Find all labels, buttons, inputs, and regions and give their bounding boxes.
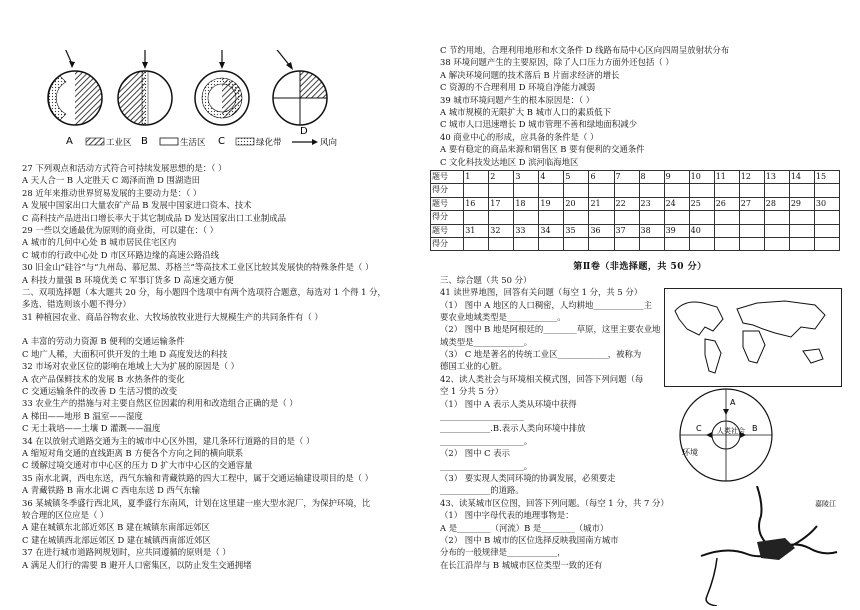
left-lines-line: 32 市场对农业区位的影响在地域上大为扩展的原因是（ ） (22, 361, 239, 372)
left-lines-line: C 无土栽培——土壤 D 灌溉——温度 (22, 423, 161, 434)
score-cell[interactable] (514, 211, 539, 224)
score-cell[interactable] (589, 237, 614, 250)
left-lines-line: 30 旧金山“硅谷”与“九州岛、慕尼黑、苏格兰”等高技术工业区比较其发展快的特殊条件是（ ） (22, 262, 374, 273)
circle-a (48, 50, 102, 125)
right-top-lines-line: C 城市人口迅速增长 D 城市管理不善和绿地面积减少 (440, 119, 637, 130)
score-table (430, 170, 840, 251)
score-cell: 36 (589, 224, 614, 237)
right-top-lines-line: 40 商业中心的形成，应具备的条件是（ ） (440, 131, 599, 142)
score-cell: 18 (514, 197, 539, 210)
right-bottom-lines-line: ____________________。 (440, 460, 533, 471)
score-row-head: 得分 (431, 237, 464, 250)
left-lines-line: 31 种植园农业、商品谷物农业、大牧场放牧业进行大规模生产的共同条件有（ ） (22, 311, 323, 322)
score-cell[interactable] (539, 237, 564, 250)
left-lines-line: A 建在城镇东北部近郊区 B 建在城镇东南部远郊区 (22, 522, 210, 533)
legend-industrial: 工业区 (106, 138, 132, 148)
label-b: B (141, 136, 148, 147)
score-cell[interactable] (689, 237, 714, 250)
world-map-svg (665, 289, 841, 386)
score-cell: 12 (739, 170, 764, 183)
score-cell[interactable] (664, 237, 689, 250)
score-cell: 38 (639, 224, 664, 237)
left-lines-line: C 城市的行政中心处 D 市区环路边缘的高速公路沿线 (22, 249, 219, 260)
score-cell[interactable] (464, 211, 489, 224)
left-lines-line: 多选、错选则该小题不得分） (22, 299, 131, 310)
score-row-head: 题号 (431, 170, 464, 183)
score-cell[interactable] (514, 237, 539, 250)
score-cell: 35 (564, 224, 589, 237)
left-lines-line: A 满足人们行的需要 B 避开人口密集区，以防止发生交通拥堵 (22, 559, 252, 570)
right-top-lines-line: A 城市规模的无限扩大 B 城市人口的素质低下 (440, 106, 611, 117)
score-cell[interactable] (589, 184, 614, 197)
left-lines-line: A 城市的几何中心处 B 城市居民住宅区内 (22, 237, 177, 248)
score-cell: 14 (789, 170, 814, 183)
right-top-lines-line: C 节约用地，合理利用地形和水文条件 D 线路布局中心区向四周呈放射状分布 (440, 45, 730, 55)
env-label: 环境 (682, 448, 698, 457)
score-row (431, 170, 840, 183)
score-row (431, 224, 840, 237)
diag-c: C (696, 424, 702, 433)
score-cell: 23 (639, 197, 664, 210)
left-lines-line: C 高科技产品进出口增长率大于其它制成品 D 发达国家出口工业制成品 (22, 212, 286, 223)
score-cell: 11 (714, 170, 739, 183)
left-lines-line: C 缓解过境交通对市中心区的压力 D 扩大市中心区的交通容量 (22, 460, 253, 471)
left-lines-line: C 建在城镇西北部远郊区 D 建在城镇西南部近郊区 (22, 534, 211, 545)
score-cell: 1 (464, 170, 489, 183)
score-cell[interactable] (739, 184, 764, 197)
score-cell[interactable] (489, 184, 514, 197)
score-cell[interactable] (614, 211, 639, 224)
score-cell[interactable] (814, 211, 839, 224)
right-bottom-lines-line: ____________________ (440, 411, 524, 422)
score-cell (764, 224, 789, 237)
score-cell: 10 (689, 170, 714, 183)
right-bottom-lines-line: ____________.B.表示人类向环境中排放 (440, 423, 586, 434)
score-cell[interactable] (714, 237, 739, 250)
score-cell: 9 (664, 170, 689, 183)
right-bottom-lines-line: 在长江沿岸与 B 城城市区位类型一致的还有 (440, 559, 603, 570)
left-lines-line: A 发展中国家出口大量农矿产品 B 发展中国家进口资本、技术 (22, 200, 252, 211)
score-row (431, 197, 840, 210)
score-row (431, 184, 840, 197)
score-cell: 24 (664, 197, 689, 210)
right-questions-top (440, 44, 840, 168)
score-row-head: 得分 (431, 211, 464, 224)
city-layout-figure (22, 0, 440, 162)
right-bottom-lines-line: （1） 图中 A 地区的人口稠密，人均耕地____________主 (440, 299, 652, 310)
left-lines-line: C 交通运输条件的改善 D 生活习惯的改变 (22, 386, 178, 397)
score-cell: 32 (489, 224, 514, 237)
score-cell (789, 224, 814, 237)
score-cell[interactable] (639, 237, 664, 250)
right-bottom-lines-line: 42、读人类社会与环境相关模式图，回答下列问题（每 (440, 373, 644, 384)
label-d: D (300, 126, 308, 137)
center-label: 人类社会 (717, 427, 745, 435)
left-lines-line: A 农产品保鲜技术的发展 B 水热条件的变化 (22, 373, 185, 384)
left-lines-line: 36 某城镇冬季盛行西北风，夏季盛行东南风，计划在这里建一座大型水泥厂，为保护环境，比 (22, 497, 371, 508)
score-cell[interactable] (614, 184, 639, 197)
left-lines-line: 较合理的区位应是（ ） (22, 509, 109, 520)
score-cell[interactable] (639, 184, 664, 197)
right-bottom-lines-line: ____________________。 (440, 435, 533, 446)
score-cell[interactable] (764, 211, 789, 224)
right-bottom-lines-line: 分布的一般规律是____________， (440, 547, 566, 558)
score-cell: 8 (639, 170, 664, 183)
score-cell[interactable] (664, 184, 689, 197)
score-cell[interactable] (639, 211, 664, 224)
right-top-lines-line: A 解决环境问题的技术落后 B 片面求经济的增长 (440, 69, 620, 80)
diag-b: B (752, 424, 758, 433)
right-bottom-lines-line: （2） 图中 B 地是阿根廷的________草原，这里主要农业地 (440, 324, 661, 335)
score-cell[interactable] (489, 237, 514, 250)
left-lines-line: A 缩短对角交通的直线距离 B 方便各个方向之间的横向联系 (22, 447, 244, 458)
left-lines-line: 28 近年来推动世界贸易发展的主要动力是：（ ） (22, 187, 202, 198)
score-cell: 19 (539, 197, 564, 210)
right-bottom-lines-line: （1） 图中 A 表示人类从环境中获得 (440, 398, 577, 409)
left-lines-line (22, 323, 440, 335)
score-cell[interactable] (739, 211, 764, 224)
left-column (22, 0, 440, 571)
score-cell: 6 (589, 170, 614, 183)
score-cell[interactable] (514, 184, 539, 197)
left-lines-line: 29 一些以交通最优为原则的商业街，可以建在：（ ） (22, 224, 219, 235)
score-cell[interactable] (464, 237, 489, 250)
circle-c (195, 50, 249, 125)
right-bottom-lines-line: 域类型是____________。 (440, 336, 533, 347)
left-questions (22, 162, 440, 571)
score-cell[interactable] (589, 211, 614, 224)
circles-diagram (42, 50, 382, 160)
left-lines-line: 35 南水北调，西电东送，西气东输和青藏铁路的四大工程中，属于交通运输建设项目的是（ ） (22, 472, 373, 483)
right-top-lines-line: C 文化科技发达地区 D 滨河临海地区 (440, 156, 579, 167)
score-cell[interactable] (789, 184, 814, 197)
right-bottom-lines-line: 要农业地域类型是____________。 (440, 311, 566, 322)
right-bottom-lines-line: （2） 图中 B 城市的区位选择反映我国南方城市 (440, 534, 619, 545)
score-cell[interactable] (764, 184, 789, 197)
legend-greenbelt: 绿化带 (256, 138, 282, 148)
score-cell (714, 224, 739, 237)
score-cell: 37 (614, 224, 639, 237)
right-bottom-lines-line: 43、读某城市区位图，回答下列问题。（每空 1 分，共 7 分） (440, 497, 669, 508)
score-cell[interactable] (489, 211, 514, 224)
score-cell[interactable] (564, 237, 589, 250)
score-cell[interactable] (789, 211, 814, 224)
left-lines-line: A 科技力量强 B 环境优美 C 军事订货多 D 高速交通方便 (22, 274, 234, 285)
score-row (431, 211, 840, 224)
right-bottom-lines-line: 空 1 分共 5 分） (440, 386, 504, 397)
score-cell[interactable] (539, 184, 564, 197)
river-label: 嘉陵江 (815, 500, 836, 508)
right-bottom-lines-line: （1） 图中字母代表的地理事物是： (440, 510, 574, 521)
score-cell: 3 (514, 170, 539, 183)
left-lines-line: A 天人合一 B 人定胜天 C 竭泽而渔 D 围湖造田 (22, 175, 200, 186)
score-cell[interactable] (764, 237, 789, 250)
score-cell[interactable] (464, 184, 489, 197)
legend-wind: 风向 (320, 138, 338, 148)
left-lines-line: C 地广人稀，大面积可供开发的土地 D 高度发达的科技 (22, 348, 228, 359)
score-cell (814, 224, 839, 237)
score-cell[interactable] (564, 184, 589, 197)
score-cell: 40 (689, 224, 714, 237)
label-c: C (218, 136, 225, 147)
score-cell: 2 (489, 170, 514, 183)
circle-d (273, 50, 327, 125)
score-cell[interactable] (814, 237, 839, 250)
circle-b (118, 50, 172, 125)
score-cell: 28 (764, 197, 789, 210)
legend-living: 生活区 (180, 138, 206, 148)
score-cell (739, 224, 764, 237)
world-map (664, 288, 842, 387)
right-bottom-lines-line: A 是________（河流）B 是________（城市） (440, 522, 609, 533)
score-cell[interactable] (539, 211, 564, 224)
right-bottom-lines-line: 41 读世界地图，回答有关问题（每空 1 分，共 5 分） (440, 287, 643, 298)
left-lines-line: A 青藏铁路 B 南水北调 C 西电东送 D 西气东输 (22, 485, 200, 496)
score-cell: 20 (564, 197, 589, 210)
score-cell[interactable] (614, 237, 639, 250)
score-cell: 31 (464, 224, 489, 237)
score-cell: 5 (564, 170, 589, 183)
left-lines-line: A 梯田——地形 B 温室——湿度 (22, 410, 143, 421)
score-cell: 39 (664, 224, 689, 237)
right-top-lines-line: 38 环境问题产生的主要原因，除了人口压力方面外还包括（ ） (440, 57, 674, 68)
score-cell: 13 (764, 170, 789, 183)
score-cell: 16 (464, 197, 489, 210)
left-lines-line: 27 下列观点和活动方式符合可持续发展思想的是：（ ） (22, 163, 227, 173)
left-lines-line: 二、双项选择题（本大题共 20 分，每小题四个选项中有两个选项符合题意，每选对 1 个得 1 分， (22, 286, 386, 297)
score-row (431, 237, 840, 250)
city-map-svg (697, 486, 840, 606)
city-location-map (697, 486, 840, 606)
left-lines-line: A 丰富的劳动力资源 B 便利的交通运输条件 (22, 336, 185, 347)
score-cell: 34 (539, 224, 564, 237)
score-cell: 15 (814, 170, 839, 183)
right-bottom-lines-line: （3） C 地是著名的传统工业区____________，被称为 (440, 349, 642, 360)
left-lines-line: 34 在以放射式道路交通为主的城市中心区外围，建几条环行道路的目的是（ ） (22, 435, 315, 446)
right-top-lines-line: C 资源的不合理利用 D 环境自净能力减弱 (440, 82, 596, 93)
score-cell: 29 (789, 197, 814, 210)
human-env-svg (668, 385, 790, 485)
score-cell[interactable] (564, 211, 589, 224)
score-cell: 33 (514, 224, 539, 237)
score-cell[interactable] (689, 211, 714, 224)
score-cell[interactable] (664, 211, 689, 224)
score-cell: 26 (714, 197, 739, 210)
score-cell: 7 (614, 170, 639, 183)
score-cell: 17 (489, 197, 514, 210)
right-bottom-lines-line: （3） 要实现人类同环境的协调发展，必须要走 (440, 473, 616, 483)
score-cell: 21 (589, 197, 614, 210)
score-cell[interactable] (689, 184, 714, 197)
label-a: A (66, 136, 73, 147)
section2-title: 第Ⅱ卷（非选择题，共 50 分） (573, 262, 707, 273)
score-cell: 22 (614, 197, 639, 210)
score-cell: 25 (689, 197, 714, 210)
right-bottom-lines-line: （2） 图中 C 表示 (440, 448, 510, 459)
right-bottom-lines-line: ____________的道路。 (440, 485, 524, 496)
left-lines-line: 33 农业生产的措施与对主要自然区位因素的利用和改造组合正确的是（ ） (22, 398, 298, 409)
score-cell: 27 (739, 197, 764, 210)
score-row-head: 题号 (431, 224, 464, 237)
human-environment-diagram (668, 385, 790, 485)
score-cell: 30 (814, 197, 839, 210)
score-cell[interactable] (814, 184, 839, 197)
score-row-head: 题号 (431, 197, 464, 210)
diag-a: A (730, 398, 736, 407)
right-top-lines-line: 39 城市环境问题产生的根本原因是：（ ） (440, 94, 595, 105)
score-row-head: 得分 (431, 184, 464, 197)
right-bottom-lines-line: 三、综合题（共 50 分） (440, 274, 532, 285)
score-cell[interactable] (714, 184, 739, 197)
score-cell[interactable] (739, 237, 764, 250)
score-cell: 4 (539, 170, 564, 183)
left-lines-line: 37 在进行城市道路网规划时，应共同遵循的原则是（ ） (22, 547, 231, 558)
right-bottom-lines-line: 德国工业的心脏。 (440, 361, 507, 372)
score-cell[interactable] (789, 237, 814, 250)
score-cell[interactable] (714, 211, 739, 224)
right-top-lines-line: A 要有稳定的商品来源和销售区 B 要有便利的交通条件 (440, 144, 645, 155)
